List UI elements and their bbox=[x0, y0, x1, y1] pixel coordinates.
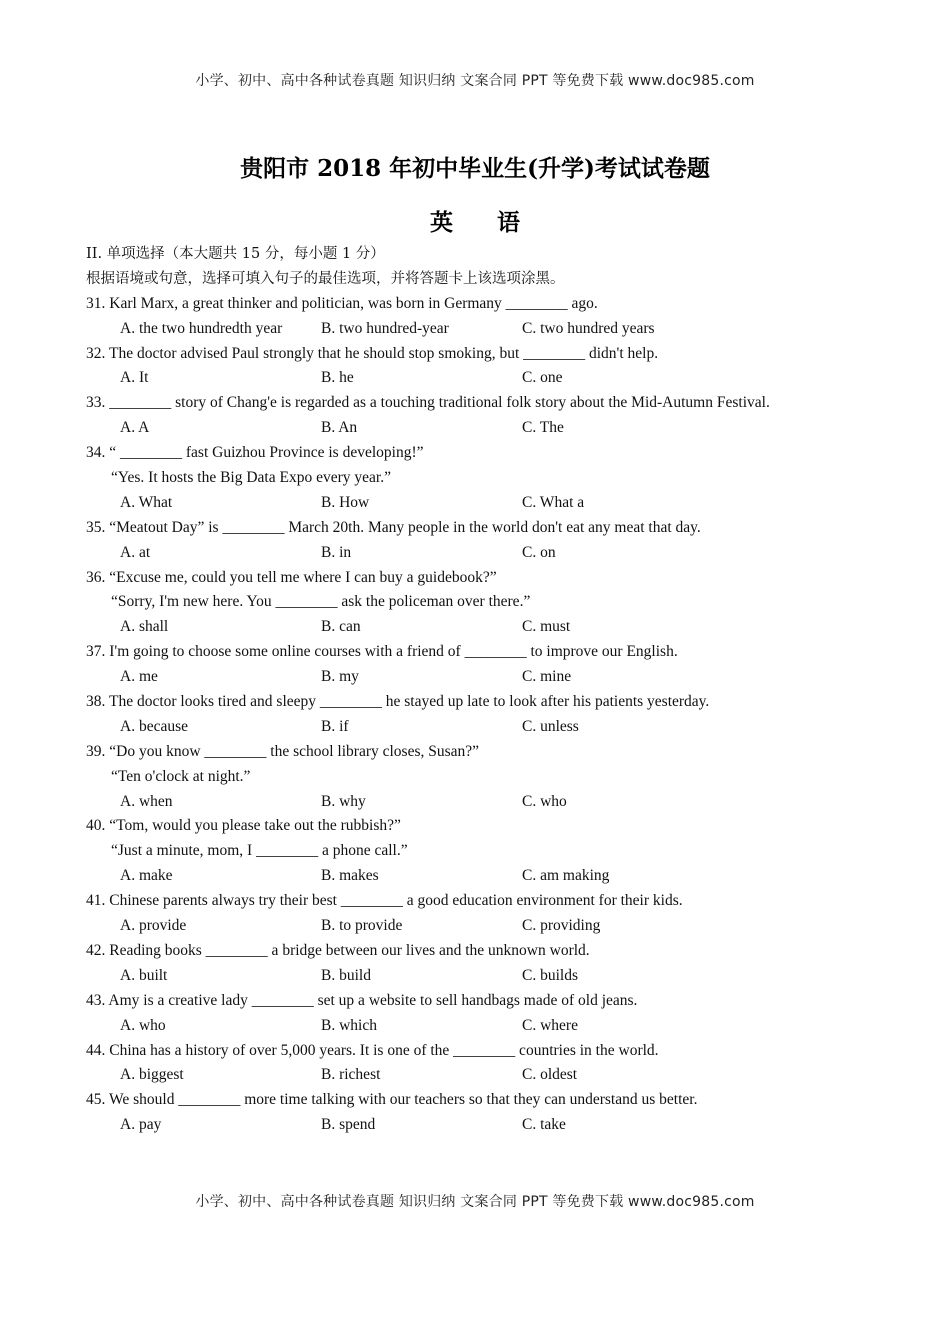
question-stem: 35. “Meatout Day” is ________ March 20th. Many people in the world don't eat any meat that day. bbox=[86, 518, 701, 536]
answer-options bbox=[86, 964, 886, 989]
answer-options bbox=[86, 416, 886, 441]
question-stem: 31. Karl Marx, a great thinker and politician, was born in Germany ________ ago. bbox=[86, 294, 598, 312]
option-a: A. because bbox=[120, 717, 188, 735]
question-item bbox=[86, 391, 886, 441]
option-c: C. providing bbox=[522, 917, 601, 935]
answer-options bbox=[86, 615, 886, 640]
question-item bbox=[86, 516, 886, 566]
question-item bbox=[86, 441, 886, 516]
question-item bbox=[86, 342, 886, 392]
question-item bbox=[86, 740, 886, 815]
answer-options bbox=[86, 790, 886, 815]
question-stem: 38. The doctor looks tired and sleepy ________ he stayed up late to look after his patients yesterday. bbox=[86, 693, 710, 711]
question-item bbox=[86, 640, 886, 690]
section-instruction: 根据语境或句意，选择可填入句子的最佳选项，并将答题卡上该选项涂黑。 bbox=[86, 270, 565, 287]
option-a: A. the two hundredth year bbox=[120, 319, 283, 337]
option-c: C. take bbox=[522, 1116, 566, 1134]
question-stem: 43. Amy is a creative lady ________ set up a website to sell handbags made of old jeans. bbox=[86, 991, 638, 1009]
question-item bbox=[86, 566, 886, 641]
option-a: A. A bbox=[120, 419, 150, 437]
question-dialogue-line: “Yes. It hosts the Big Data Expo every year.” bbox=[111, 469, 391, 487]
option-c: C. mine bbox=[522, 668, 572, 686]
option-b: B. How bbox=[321, 493, 370, 511]
option-b: B. in bbox=[321, 543, 352, 561]
option-c: C. who bbox=[522, 792, 567, 810]
option-b: B. why bbox=[321, 792, 366, 810]
answer-options bbox=[86, 541, 886, 566]
question-dialogue-line: “Sorry, I'm new here. You ________ ask the policeman over there.” bbox=[111, 593, 531, 611]
question-stem: 39. “Do you know ________ the school library closes, Susan?” bbox=[86, 742, 480, 760]
question-item bbox=[86, 690, 886, 740]
question-stem: 32. The doctor advised Paul strongly that he should stop smoking, but ________ didn't help. bbox=[86, 344, 659, 362]
option-a: A. at bbox=[120, 543, 151, 561]
option-a: A. provide bbox=[120, 917, 187, 935]
question-dialogue-line: “Ten o'clock at night.” bbox=[111, 767, 251, 785]
option-a: A. make bbox=[120, 867, 173, 885]
question-dialogue-line: “Just a minute, mom, I ________ a phone call.” bbox=[111, 842, 408, 860]
question-list bbox=[86, 292, 886, 1138]
exam-title: 贵阳市 2018 年初中毕业生(升学)考试试卷题 bbox=[240, 155, 710, 182]
question-stem: 34. “ ________ fast Guizhou Province is developing!” bbox=[86, 444, 424, 462]
option-c: C. builds bbox=[522, 966, 578, 984]
question-stem: 41. Chinese parents always try their best ________ a good education environment for their kids. bbox=[86, 892, 683, 910]
answer-options bbox=[86, 1113, 886, 1138]
option-b: B. An bbox=[321, 419, 358, 437]
option-c: C. What a bbox=[522, 493, 585, 511]
subject-title: 英语 bbox=[430, 209, 564, 236]
option-b: B. he bbox=[321, 369, 354, 387]
option-a: A. It bbox=[120, 369, 149, 387]
answer-options bbox=[86, 914, 886, 939]
option-b: B. two hundred-year bbox=[321, 319, 449, 337]
page-footer: 小学、初中、高中各种试卷真题 知识归纳 文案合同 PPT 等免费下载 www.doc985.com bbox=[195, 1194, 755, 1210]
option-b: B. makes bbox=[321, 867, 379, 885]
option-a: A. pay bbox=[120, 1116, 162, 1134]
question-item bbox=[86, 889, 886, 939]
option-a: A. built bbox=[120, 966, 168, 984]
answer-options bbox=[86, 317, 886, 342]
answer-options bbox=[86, 665, 886, 690]
option-b: B. if bbox=[321, 717, 349, 735]
question-stem: 33. ________ story of Chang'e is regarded as a touching traditional folk story about the Mid-Autumn Festival. bbox=[86, 394, 770, 412]
option-b: B. build bbox=[321, 966, 371, 984]
answer-options bbox=[86, 715, 886, 740]
option-b: B. can bbox=[321, 618, 361, 636]
answer-options bbox=[86, 1063, 886, 1088]
option-c: C. two hundred years bbox=[522, 319, 655, 337]
option-b: B. my bbox=[321, 668, 359, 686]
option-c: C. unless bbox=[522, 717, 579, 735]
exam-content bbox=[86, 242, 886, 1138]
question-item bbox=[86, 1039, 886, 1089]
option-b: B. which bbox=[321, 1016, 377, 1034]
question-stem: 44. China has a history of over 5,000 years. It is one of the ________ countries in the world. bbox=[86, 1041, 659, 1059]
answer-options bbox=[86, 1014, 886, 1039]
answer-options bbox=[86, 366, 886, 391]
option-b: B. richest bbox=[321, 1066, 381, 1084]
question-stem: 45. We should ________ more time talking with our teachers so that they can understand us better. bbox=[86, 1091, 698, 1109]
question-item bbox=[86, 989, 886, 1039]
question-stem: 37. I'm going to choose some online courses with a friend of ________ to improve our English. bbox=[86, 643, 678, 661]
question-stem: 36. “Excuse me, could you tell me where I can buy a guidebook?” bbox=[86, 568, 497, 586]
question-item bbox=[86, 292, 886, 342]
option-c: C. am making bbox=[522, 867, 610, 885]
question-item bbox=[86, 939, 886, 989]
option-c: C. where bbox=[522, 1016, 578, 1034]
option-a: A. shall bbox=[120, 618, 169, 636]
question-stem: 42. Reading books ________ a bridge between our lives and the unknown world. bbox=[86, 941, 590, 959]
option-a: A. who bbox=[120, 1016, 166, 1034]
question-item bbox=[86, 814, 886, 889]
option-a: A. What bbox=[120, 493, 173, 511]
option-c: C. must bbox=[522, 618, 571, 636]
option-a: A. me bbox=[120, 668, 158, 686]
option-a: A. biggest bbox=[120, 1066, 184, 1084]
option-c: C. The bbox=[522, 419, 564, 437]
section-heading: II. 单项选择（本大题共 15 分，每小题 1 分） bbox=[86, 246, 385, 262]
answer-options bbox=[86, 864, 886, 889]
option-c: C. on bbox=[522, 543, 556, 561]
option-b: B. to provide bbox=[321, 917, 403, 935]
answer-options bbox=[86, 491, 886, 516]
page-header: 小学、初中、高中各种试卷真题 知识归纳 文案合同 PPT 等免费下载 www.doc985.com bbox=[195, 73, 755, 89]
option-c: C. one bbox=[522, 369, 563, 387]
option-c: C. oldest bbox=[522, 1066, 578, 1084]
option-b: B. spend bbox=[321, 1116, 376, 1134]
option-a: A. when bbox=[120, 792, 173, 810]
question-stem: 40. “Tom, would you please take out the rubbish?” bbox=[86, 817, 401, 835]
question-item bbox=[86, 1088, 886, 1138]
